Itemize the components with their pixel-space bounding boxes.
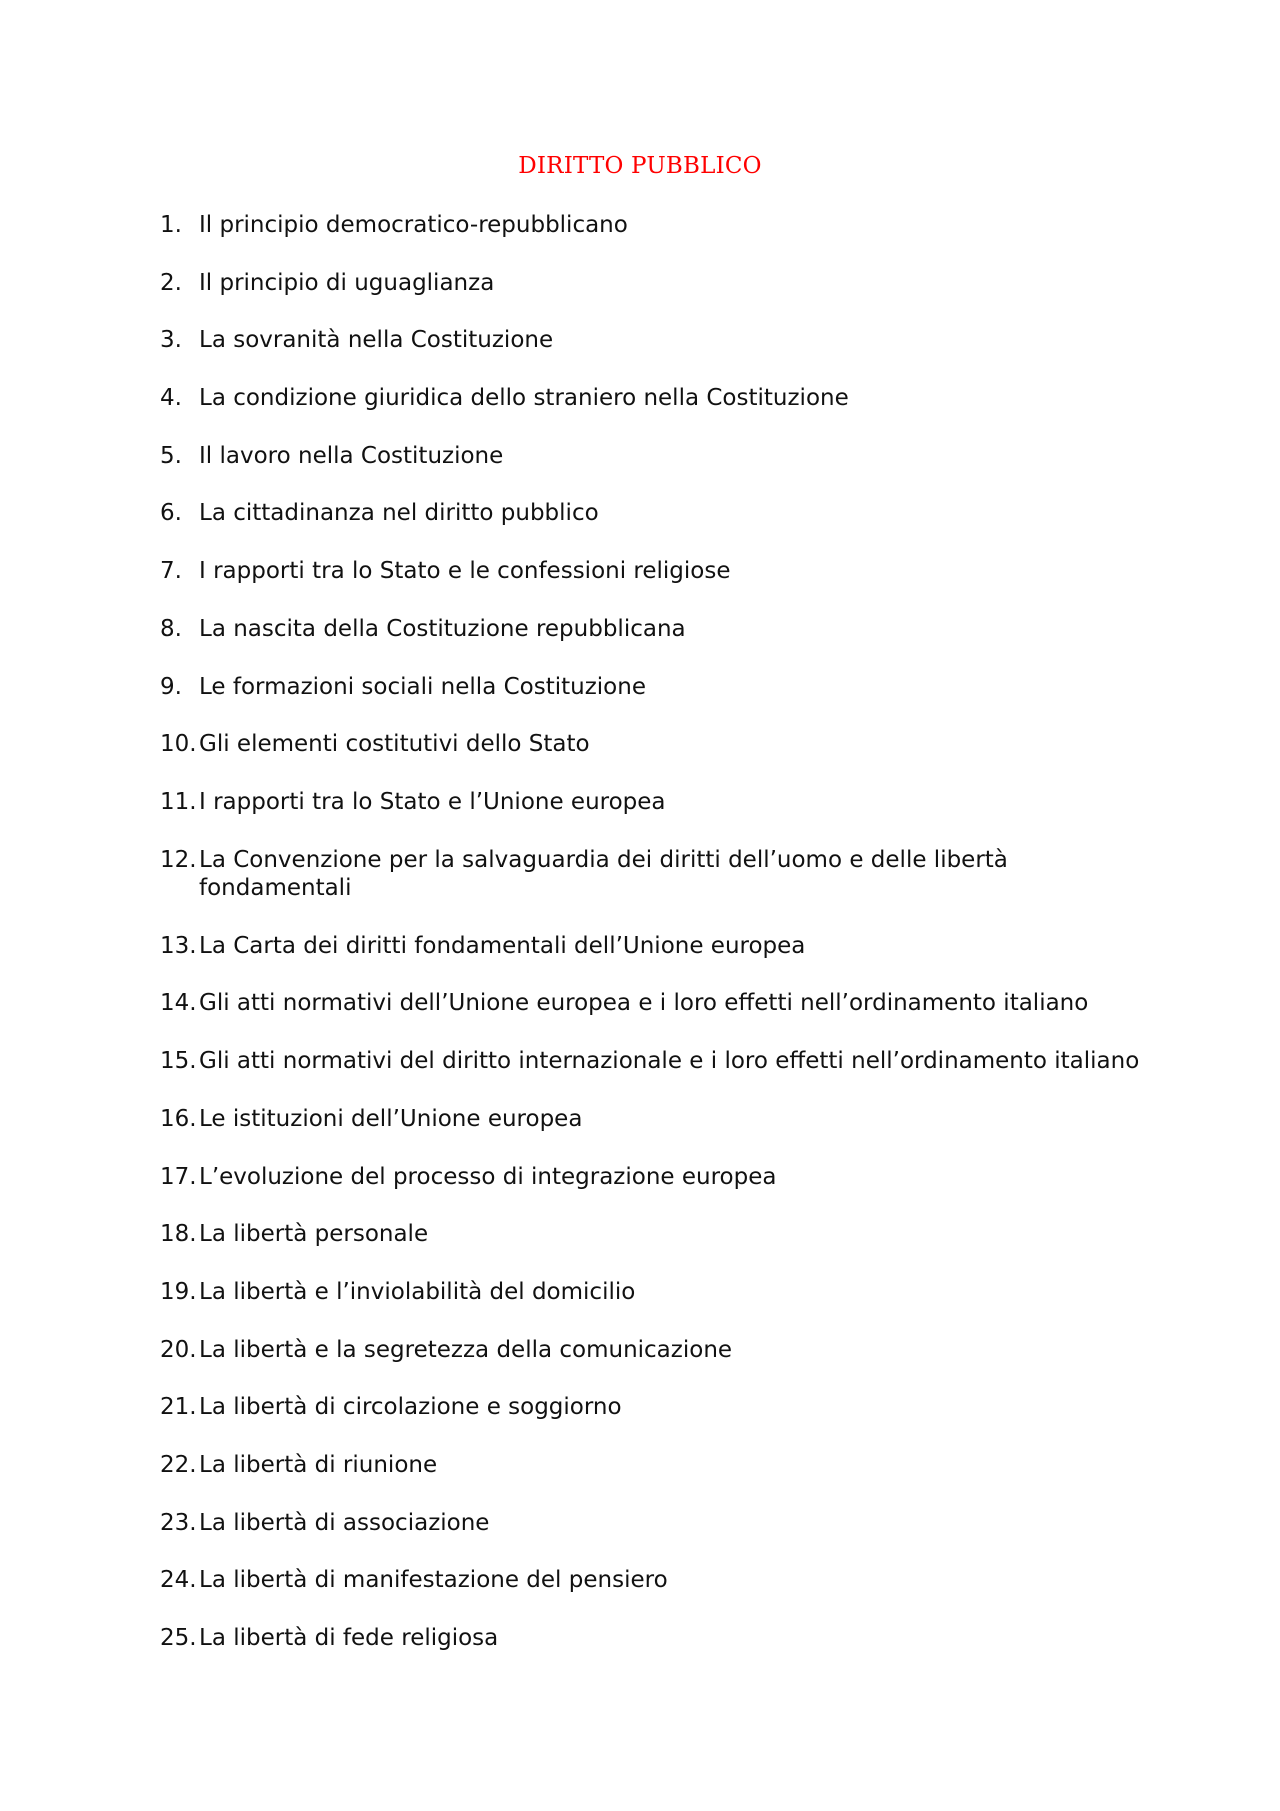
list-item-number: 22. — [160, 1451, 197, 1478]
list-item-number: 12. — [160, 846, 197, 873]
list-item-number: 17. — [160, 1163, 197, 1190]
list-item-text: L’evoluzione del processo di integrazione europea — [199, 1163, 777, 1190]
list-item-number: 16. — [160, 1105, 197, 1132]
list-item-number: 10. — [160, 731, 197, 758]
list-item — [160, 673, 1140, 702]
list-item-text: La Convenzione per la salvaguardia dei diritti dell’uomo e delle libertà fondamentali — [199, 846, 1008, 902]
list-item — [160, 1163, 1140, 1192]
list-item-number: 5. — [160, 442, 182, 469]
list-item-text: La libertà personale — [199, 1221, 429, 1248]
list-item — [160, 442, 1140, 471]
list-item-number: 24. — [160, 1567, 197, 1594]
list-item-number: 23. — [160, 1509, 197, 1536]
page-title: DIRITTO PUBBLICO — [518, 153, 762, 179]
list-item-text: Gli elementi costitutivi dello Stato — [199, 731, 590, 758]
list-item-number: 15. — [160, 1048, 197, 1075]
list-item — [160, 1220, 1140, 1249]
list-item — [160, 615, 1140, 644]
list-item — [160, 1566, 1140, 1595]
list-item-number: 2. — [160, 269, 182, 296]
list-item — [160, 788, 1140, 817]
list-item-number: 21. — [160, 1394, 197, 1421]
list-item — [160, 384, 1140, 413]
list-item-text: Il principio di uguaglianza — [199, 269, 495, 296]
list-item-text: I rapporti tra lo Stato e l’Unione europea — [199, 788, 666, 815]
list-item-number: 6. — [160, 500, 182, 527]
list-item-text: La sovranità nella Costituzione — [199, 327, 554, 354]
list-item — [160, 326, 1140, 355]
list-item — [160, 1336, 1140, 1365]
list-item-text: La libertà di manifestazione del pensiero — [199, 1567, 668, 1594]
list-item-text: La libertà e l’inviolabilità del domicilio — [199, 1278, 636, 1305]
topic-list — [160, 211, 1140, 1682]
list-item-number: 4. — [160, 385, 182, 412]
list-item-text: La Carta dei diritti fondamentali dell’Unione europea — [199, 932, 806, 959]
list-item — [160, 269, 1140, 298]
list-item-number: 20. — [160, 1336, 197, 1363]
list-item-number: 3. — [160, 327, 182, 354]
list-item-number: 9. — [160, 673, 182, 700]
list-item — [160, 989, 1140, 1018]
list-item — [160, 1105, 1140, 1134]
list-item — [160, 1451, 1140, 1480]
list-item — [160, 730, 1140, 759]
list-item-number: 13. — [160, 932, 197, 959]
list-item — [160, 557, 1140, 586]
list-item-number: 14. — [160, 990, 197, 1017]
list-item — [160, 1047, 1140, 1076]
list-item — [160, 211, 1140, 240]
list-item-text: Gli atti normativi del diritto internazionale e i loro effetti nell’ordinamento italiano — [199, 1048, 1140, 1075]
list-item — [160, 1509, 1140, 1538]
list-item-number: 18. — [160, 1221, 197, 1248]
list-item-text: La condizione giuridica dello straniero nella Costituzione — [199, 385, 849, 412]
list-item — [160, 1624, 1140, 1653]
list-item-text: Il principio democratico-repubblicano — [199, 212, 628, 238]
list-item — [160, 499, 1140, 528]
list-item-number: 11. — [160, 788, 197, 815]
list-item — [160, 846, 1140, 903]
list-item-text: La libertà di associazione — [199, 1509, 490, 1536]
list-item-text: Il lavoro nella Costituzione — [199, 442, 504, 469]
list-item-text: La nascita della Costituzione repubblicana — [199, 615, 686, 642]
list-item-text: La libertà di fede religiosa — [199, 1625, 499, 1651]
list-item-text: La libertà di circolazione e soggiorno — [199, 1394, 622, 1421]
list-item-text: Le istituzioni dell’Unione europea — [199, 1105, 583, 1132]
list-item-text: Gli atti normativi dell’Unione europea e i loro effetti nell’ordinamento italiano — [199, 990, 1089, 1017]
list-item-text: La libertà di riunione — [199, 1451, 438, 1478]
list-item-number: 7. — [160, 558, 182, 585]
list-item-number: 8. — [160, 615, 182, 642]
list-item-number: 19. — [160, 1278, 197, 1305]
list-item-number: 1. — [160, 212, 182, 238]
list-item-text: Le formazioni sociali nella Costituzione — [199, 673, 646, 700]
list-item — [160, 1278, 1140, 1307]
list-item — [160, 932, 1140, 961]
list-item — [160, 1393, 1140, 1422]
list-item-text: I rapporti tra lo Stato e le confessioni religiose — [199, 558, 731, 585]
list-item-text: La libertà e la segretezza della comunicazione — [199, 1336, 733, 1363]
list-item-text: La cittadinanza nel diritto pubblico — [199, 500, 599, 527]
list-item-number: 25. — [160, 1625, 197, 1651]
